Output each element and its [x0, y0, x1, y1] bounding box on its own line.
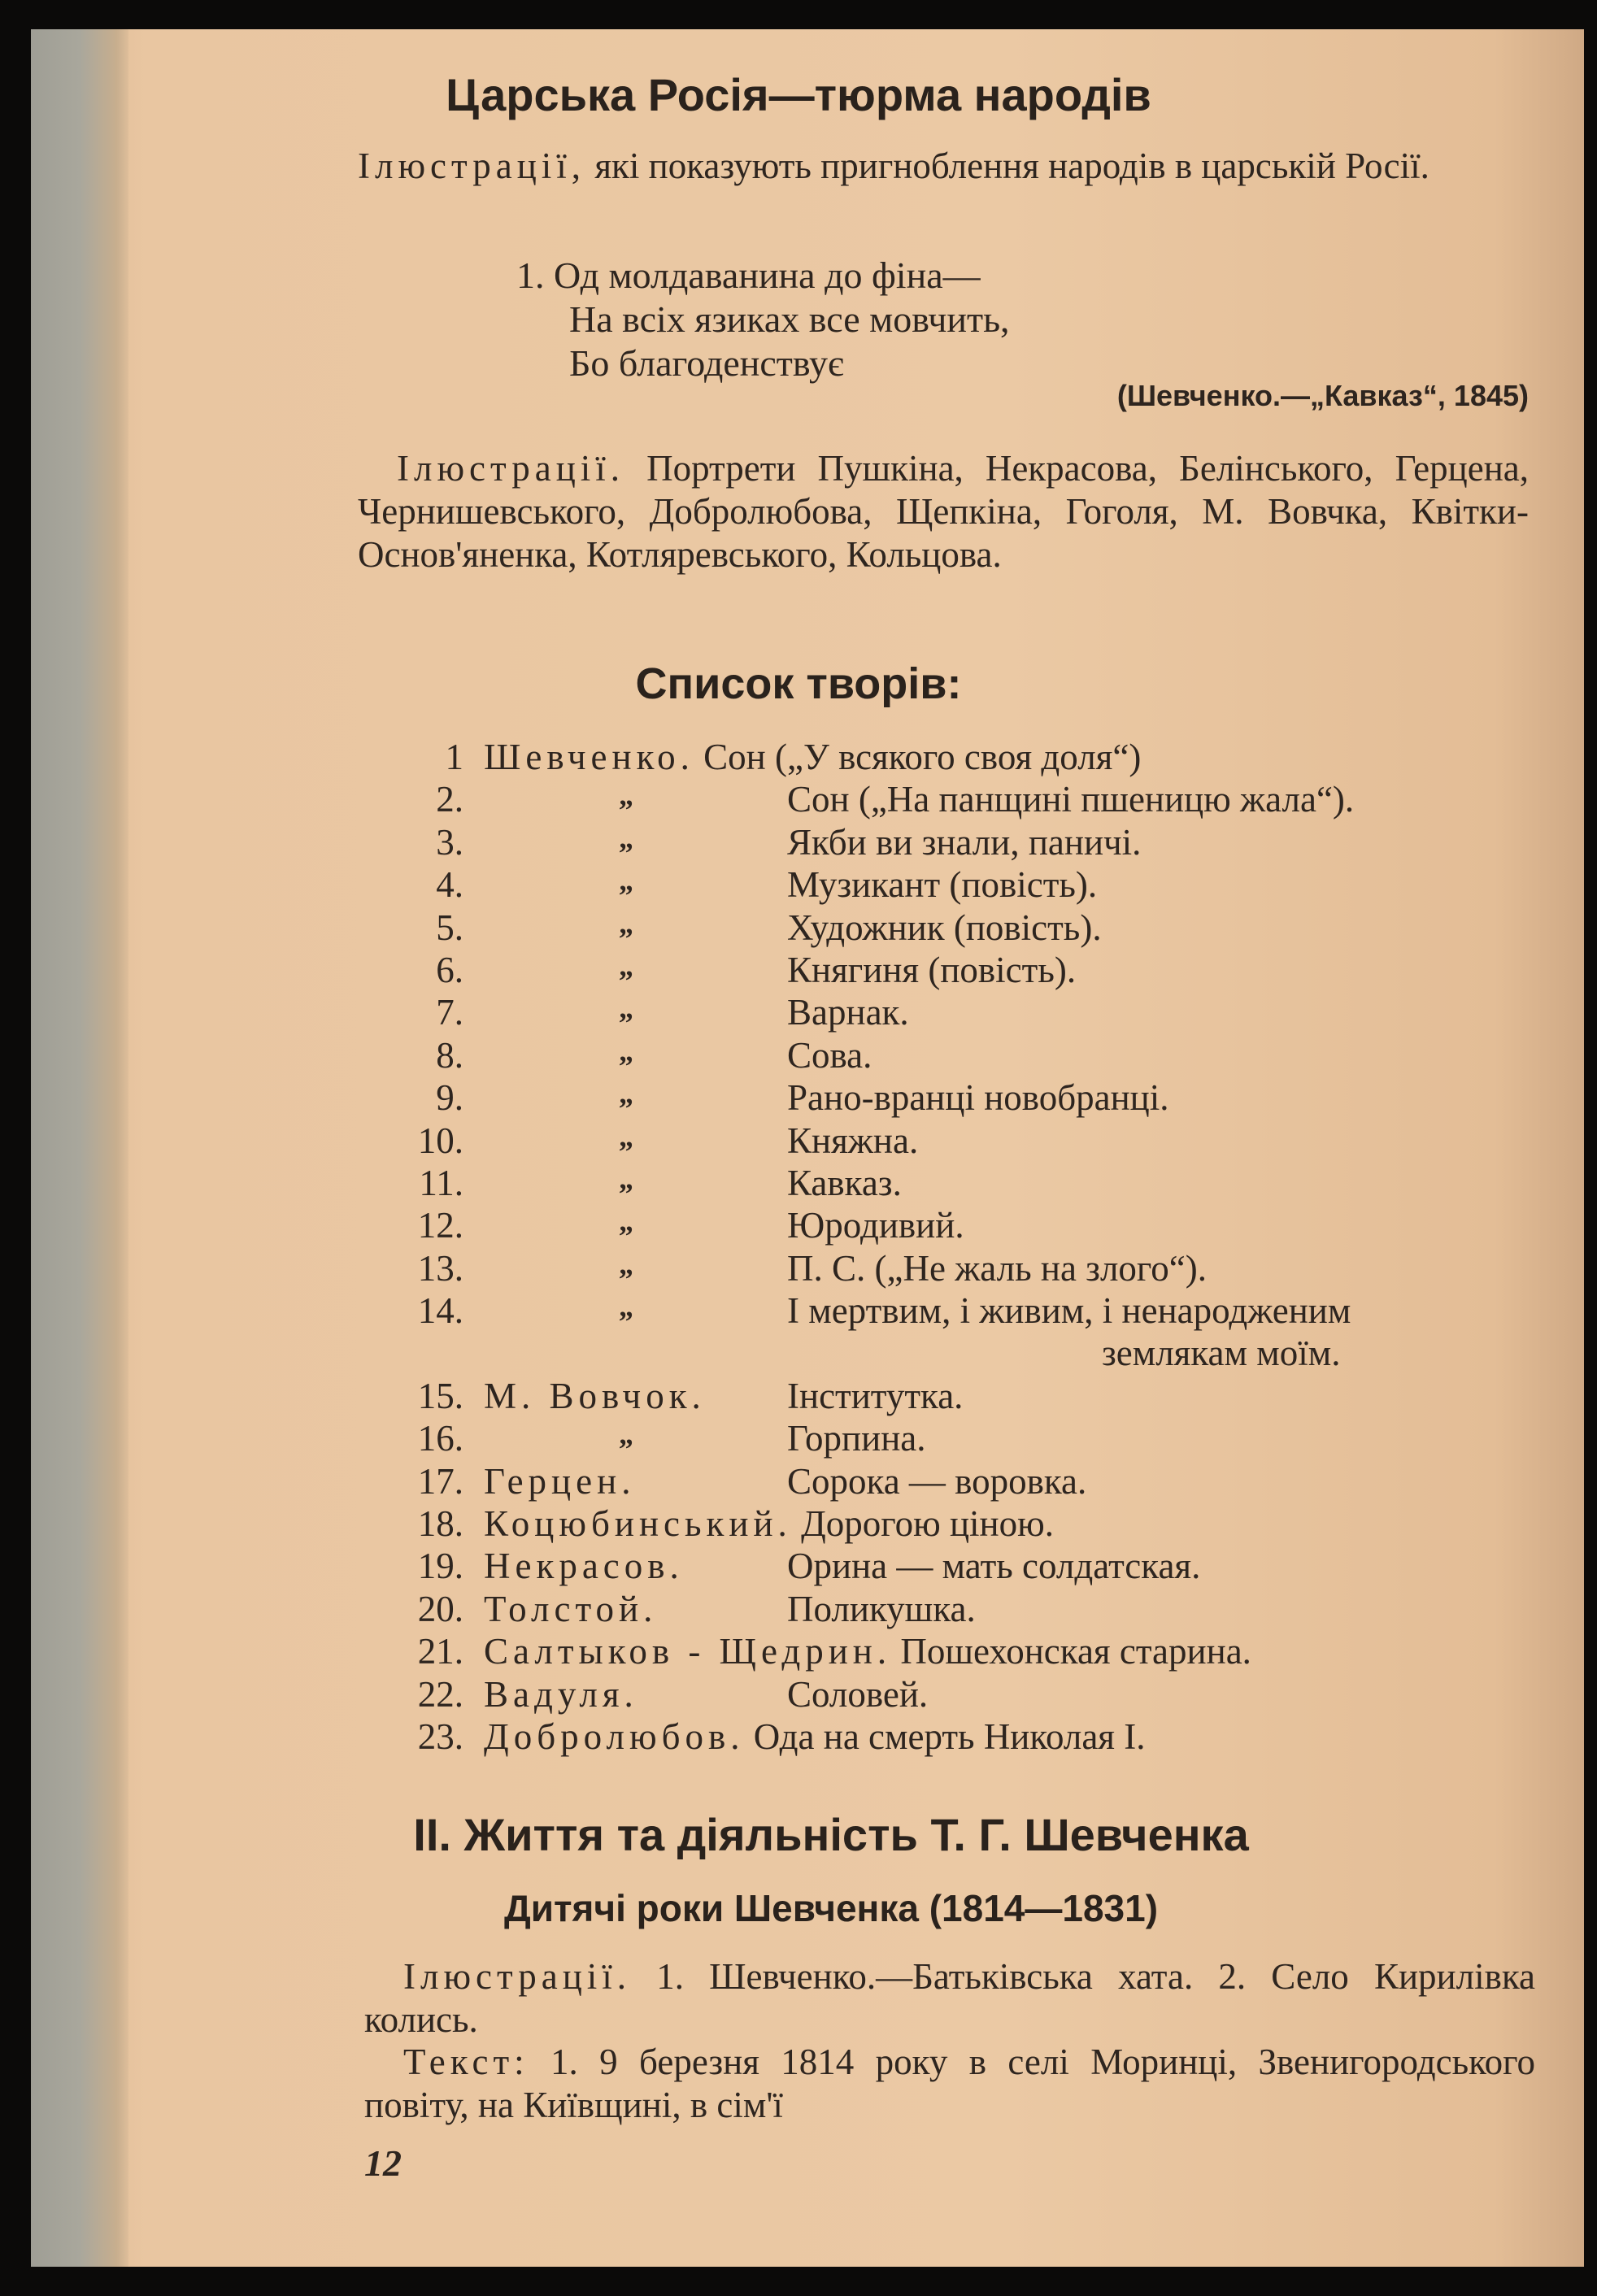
ditto-mark: „ [619, 949, 633, 982]
section2-subtitle: Дитячі роки Шевченка (1814—1831) [503, 1887, 1159, 1929]
work-title: Варнак. [787, 992, 909, 1033]
work-title-continuation: землякам моїм. [1102, 1333, 1341, 1374]
childhood-text [364, 2041, 1535, 2127]
work-author: М. Вовчок. [484, 1375, 706, 1416]
work-number: 4. [436, 864, 463, 906]
work-title: Соловей. [787, 1673, 929, 1715]
work-author: Коцюбинський. [484, 1503, 792, 1545]
work-title: Музикант (повість). [787, 864, 1098, 906]
ditto-mark: „ [619, 1162, 633, 1195]
childhood-illustrations-lead: Ілюстрації. [403, 1956, 632, 1997]
section-title: Царська Росія—тюрма народів [446, 69, 1151, 120]
portraits-text: Портрети Пушкіна, Некрасова, Белінського, Герцена, Чернишевського, Добролюбова, Щепкіна, Гоголя, М. Вовчка, Квітки-Основ'яненка, Котляревського, Кольцова. [358, 448, 1529, 575]
ditto-mark: „ [619, 1077, 633, 1111]
work-row [403, 821, 1557, 863]
poem-quote [516, 254, 1010, 385]
work-author: Шевченко. [484, 737, 694, 777]
intro-lead: Ілюстрації, [358, 146, 586, 186]
work-author: Добролюбов. [484, 1715, 745, 1757]
work-author: Некрасов. [484, 1546, 684, 1587]
work-row [403, 1034, 1557, 1076]
work-author: Герцен. [484, 1460, 636, 1502]
childhood-illustrations [364, 1955, 1535, 2042]
work-row [403, 1673, 1557, 1715]
work-title: Княжна. [787, 1120, 919, 1161]
work-row [403, 1289, 1557, 1332]
work-title: Ода на смерть Николая I. [753, 1715, 1146, 1757]
ditto-mark: „ [619, 1205, 633, 1238]
work-row [403, 907, 1557, 949]
work-number: 5. [436, 907, 463, 948]
work-number: 3. [436, 821, 463, 863]
childhood-text-lead: Текст: [403, 2042, 529, 2082]
work-row [403, 736, 1557, 778]
ditto-mark: „ [619, 779, 633, 812]
work-title: Пошехонская старина. [900, 1631, 1251, 1672]
work-number: 16. [417, 1418, 463, 1459]
work-number: 11. [419, 1162, 463, 1203]
ditto-mark: „ [619, 1247, 633, 1281]
page-gutter [31, 29, 128, 2267]
work-row [403, 1204, 1557, 1246]
ditto-mark: „ [619, 1034, 633, 1068]
work-row [403, 1162, 1557, 1204]
ditto-mark: „ [619, 1290, 633, 1324]
portraits-paragraph [358, 447, 1529, 576]
work-row [403, 1502, 1557, 1545]
work-number: 6. [436, 949, 463, 990]
works-heading: Список творів: [635, 659, 962, 708]
work-number: 2. [436, 779, 463, 820]
work-title: Юродивий. [787, 1205, 964, 1246]
childhood-text-body: 1. 9 березня 1814 року в селі Моринці, Звенигородського повіту, на Київщині, в сім'ї [364, 2042, 1536, 2125]
work-number: 10. [417, 1120, 463, 1161]
work-number: 20. [417, 1588, 463, 1629]
work-title: Сон („У всякого своя доля“) [703, 737, 1142, 777]
work-number: 14. [417, 1290, 463, 1332]
section2-title: II. Життя та діяльність Т. Г. Шевченка [413, 1809, 1249, 1860]
work-row [403, 1630, 1557, 1672]
ditto-mark: „ [619, 907, 633, 940]
work-title: Якби ви знали, паничі. [787, 821, 1142, 863]
work-title: Сон („На панщині пшеницю жала“). [787, 779, 1355, 820]
work-number: 22. [417, 1673, 463, 1715]
work-number: 23. [417, 1715, 463, 1757]
work-number: 17. [417, 1460, 463, 1502]
portraits-lead: Ілюстрації. [397, 448, 625, 489]
work-number: 9. [436, 1077, 463, 1119]
ditto-mark: „ [619, 1418, 633, 1451]
work-number: 8. [436, 1034, 463, 1076]
poem-line-2: На всіх язиках все мовчить, [569, 298, 1010, 340]
ditto-mark: „ [619, 1120, 633, 1153]
ditto-mark: „ [619, 864, 633, 898]
work-number: 15. [417, 1375, 463, 1416]
work-row [403, 1460, 1557, 1502]
work-number: 18. [417, 1503, 463, 1545]
work-title: Інститутка. [787, 1375, 964, 1416]
work-title: Сорока — воровка. [787, 1460, 1087, 1502]
childhood-illustrations-text: 1. Шевченко.—Батьківська хата. 2. Село Кирилівка колись. [364, 1956, 1535, 2040]
work-title: Дорогою ціною. [801, 1503, 1054, 1545]
work-title: Кавказ. [787, 1162, 902, 1203]
poem-citation: (Шевченко.—„Кавказ“, 1845) [1116, 379, 1529, 412]
poem-line-1: 1. Од молдаванина до фіна— [516, 254, 981, 296]
work-row [403, 1417, 1557, 1459]
work-row [403, 778, 1557, 820]
work-row [403, 1076, 1557, 1119]
work-row [403, 1588, 1557, 1630]
work-title: Орина — мать солдатская. [787, 1546, 1201, 1587]
work-number: 1 [445, 737, 463, 777]
work-author: Толстой. [484, 1588, 658, 1629]
work-row [403, 1332, 1557, 1374]
page-number: 12 [364, 2142, 402, 2184]
work-number: 19. [417, 1546, 463, 1587]
work-row [403, 1715, 1557, 1758]
intro-text: які показують пригноблення народів в царській Росії. [594, 146, 1429, 186]
work-author: Салтыков - Щедрин. [484, 1631, 892, 1672]
ditto-mark: „ [619, 821, 633, 854]
work-row [403, 1375, 1557, 1417]
work-title: Сова. [787, 1034, 872, 1076]
work-title: Поликушка. [787, 1588, 976, 1629]
work-title: Княгиня (повість). [787, 949, 1077, 990]
work-title: Рано-вранці новобранці. [787, 1077, 1169, 1119]
intro-paragraph [358, 145, 1529, 188]
work-title: І мертвим, і живим, і ненародженим [787, 1290, 1351, 1332]
ditto-mark: „ [619, 992, 633, 1025]
work-row [403, 1545, 1557, 1587]
work-row [403, 991, 1557, 1033]
work-number: 12. [417, 1205, 463, 1246]
work-row [403, 949, 1557, 991]
work-row [403, 863, 1557, 906]
work-title: Художник (повість). [787, 907, 1102, 948]
works-list [403, 736, 1557, 1758]
work-number: 13. [417, 1247, 463, 1289]
work-title: Горпина. [787, 1418, 926, 1459]
poem-line-3: Бо благоденствує [569, 342, 844, 384]
work-title: П. С. („Не жаль на злого“). [787, 1247, 1207, 1289]
work-number: 21. [417, 1631, 463, 1672]
work-row [403, 1120, 1557, 1162]
work-number: 7. [436, 992, 463, 1033]
work-author: Вадуля. [484, 1673, 638, 1715]
work-row [403, 1247, 1557, 1289]
